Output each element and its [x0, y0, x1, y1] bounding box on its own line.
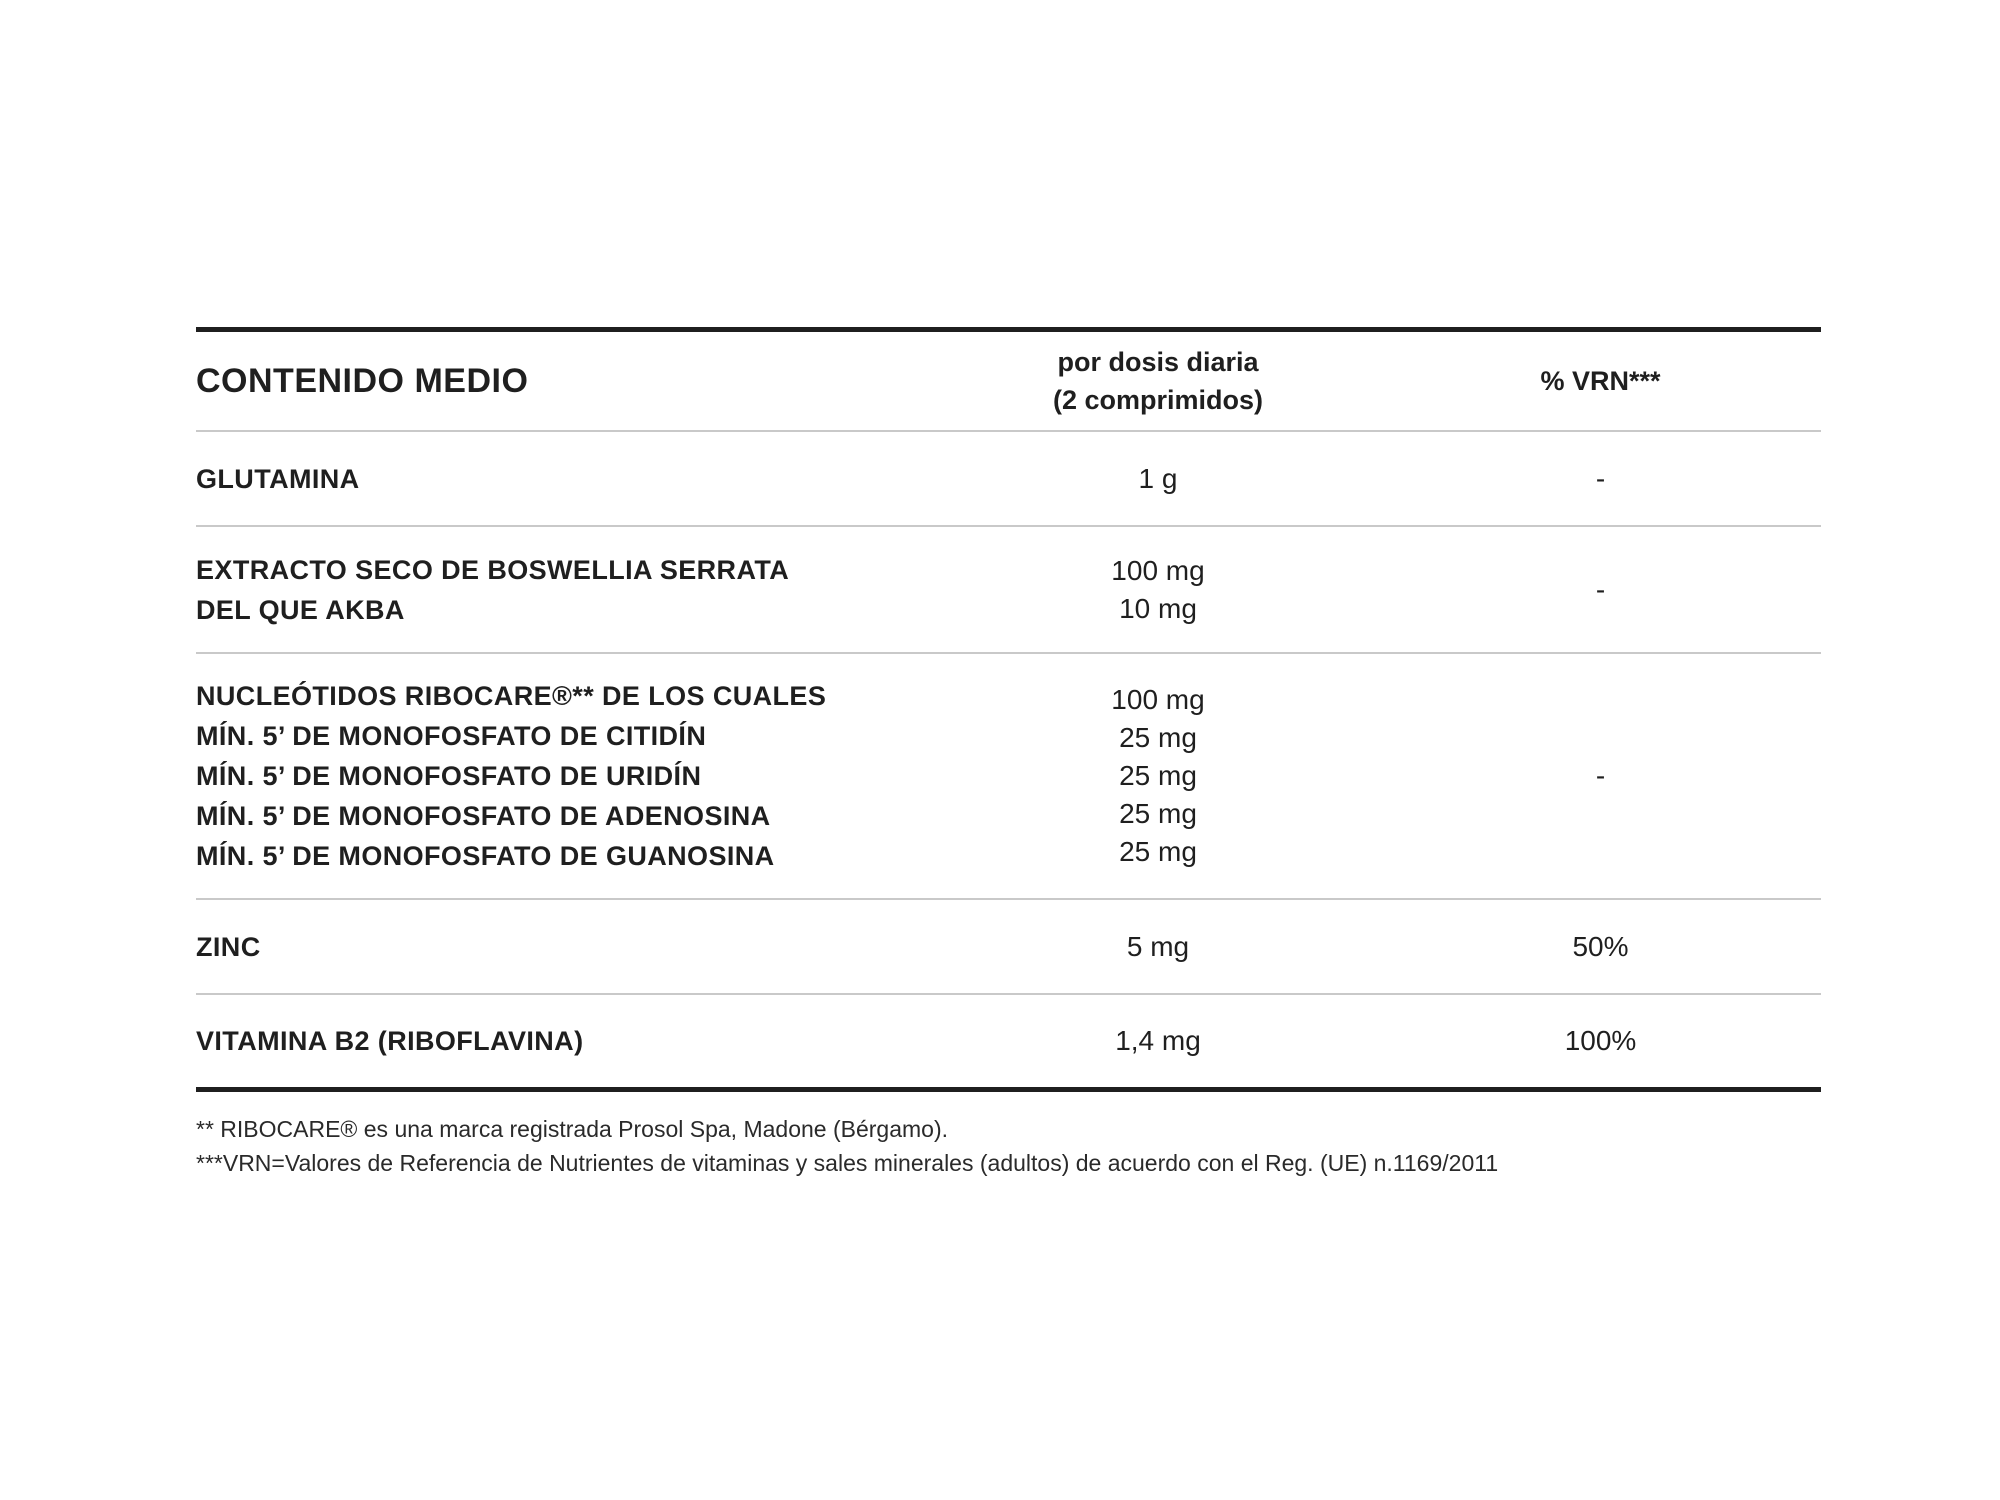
- ingredient-name: [196, 459, 936, 499]
- vrn-value: -: [1595, 573, 1606, 605]
- table-row: [196, 432, 1821, 525]
- ingredient-name: [196, 927, 936, 967]
- dose-cell: [936, 1022, 1380, 1060]
- table-row: [196, 995, 1821, 1087]
- dose-cell: [936, 681, 1380, 871]
- vrn-value: 50%: [1572, 930, 1629, 962]
- name-line: DEL QUE AKBA: [196, 594, 405, 625]
- footnote: ** RIBOCARE® es una marca registrada Prosol Spa, Madone (Bérgamo).: [196, 1116, 948, 1142]
- dose-value: 1 g: [1138, 462, 1178, 494]
- dose-value: 25 mg: [1119, 798, 1197, 829]
- table-row: [196, 527, 1821, 652]
- name-line: NUCLEÓTIDOS RIBOCARE®** DE LOS CUALES: [196, 681, 827, 711]
- footnote: ***VRN=Valores de Referencia de Nutrientes de vitaminas y sales minerales (adultos) de acuerdo con el Reg. (UE) n.1169/2011: [196, 1150, 1499, 1176]
- header-dose-line: por dosis diaria: [1057, 347, 1259, 377]
- dose-value: 25 mg: [1119, 836, 1197, 867]
- name-line: MÍN. 5’ DE MONOFOSFATO DE CITIDÍN: [196, 721, 707, 751]
- name-line: GLUTAMINA: [196, 463, 360, 494]
- ingredient-name: [196, 1021, 936, 1061]
- dose-value: 25 mg: [1119, 760, 1197, 791]
- nutrition-table: [196, 327, 1821, 1092]
- table-header-row: [196, 332, 1821, 430]
- header-vrn: % VRN***: [1540, 366, 1661, 396]
- dose-cell: [936, 928, 1380, 966]
- vrn-value: 100%: [1564, 1025, 1637, 1056]
- ingredient-name: [196, 550, 936, 630]
- vrn-value: -: [1595, 760, 1606, 791]
- name-line: MÍN. 5’ DE MONOFOSFATO DE GUANOSINA: [196, 841, 775, 871]
- header-name: CONTENIDO MEDIO: [196, 361, 529, 400]
- dose-value: 100 mg: [1111, 684, 1205, 715]
- header-dose: [936, 343, 1380, 419]
- vrn-value: -: [1595, 462, 1606, 494]
- name-line: MÍN. 5’ DE MONOFOSFATO DE ADENOSINA: [196, 801, 771, 831]
- dose-value: 1,4 mg: [1115, 1025, 1201, 1056]
- dose-cell: [936, 460, 1380, 498]
- name-line: MÍN. 5’ DE MONOFOSFATO DE URIDÍN: [196, 761, 702, 791]
- name-line: EXTRACTO SECO DE BOSWELLIA SERRATA: [196, 554, 790, 585]
- table-row: [196, 654, 1821, 898]
- name-line: VITAMINA B2 (RIBOFLAVINA): [196, 1026, 584, 1056]
- dose-cell: [936, 552, 1380, 628]
- dose-value: 25 mg: [1119, 722, 1197, 753]
- name-line: ZINC: [196, 931, 261, 962]
- dose-value: 100 mg: [1111, 554, 1205, 586]
- ingredient-name: [196, 676, 936, 876]
- footnotes: [196, 1112, 1836, 1180]
- dose-value: 10 mg: [1119, 592, 1197, 624]
- table-bottom-rule: [196, 1087, 1821, 1092]
- table-row: [196, 900, 1821, 993]
- dose-value: 5 mg: [1126, 930, 1190, 962]
- header-dose-line: (2 comprimidos): [1052, 385, 1264, 415]
